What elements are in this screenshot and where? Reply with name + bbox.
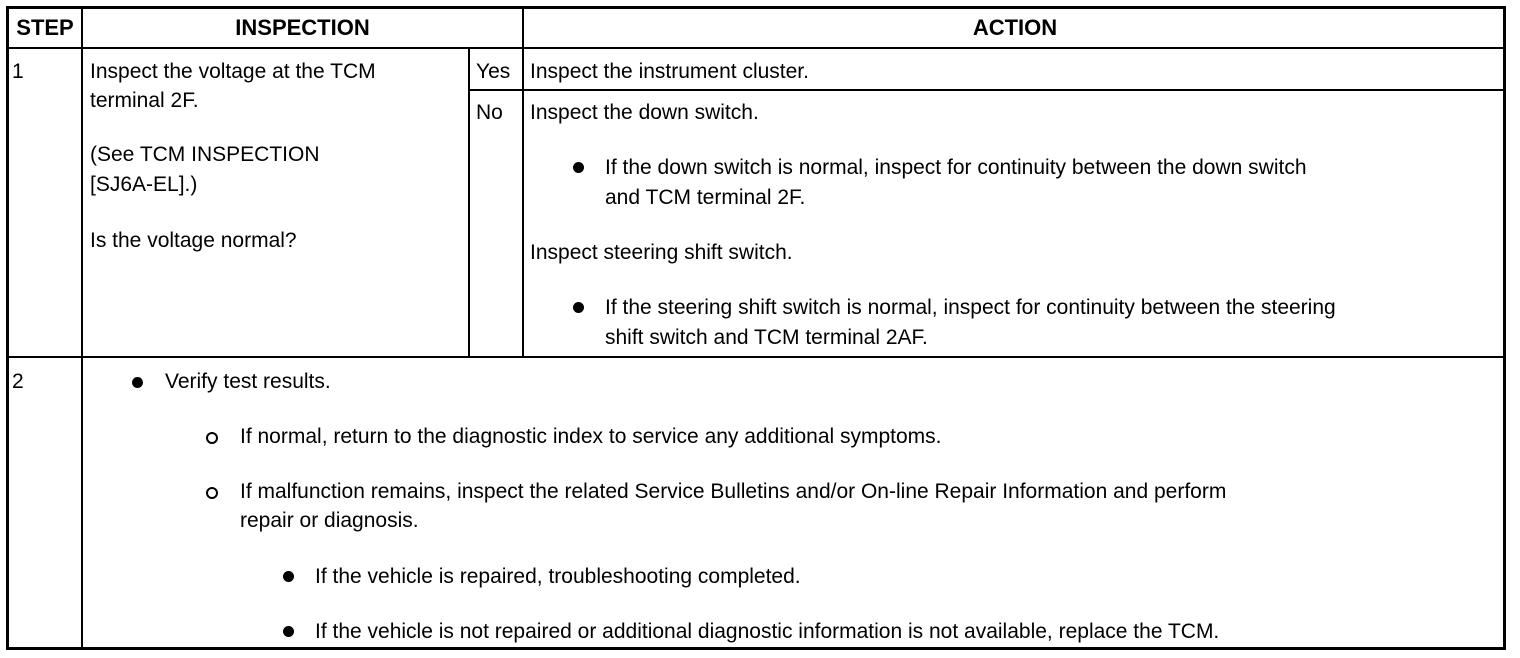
circle-bullet-icon (206, 432, 218, 444)
row2-step: 2 (12, 370, 24, 393)
header-divider (6, 47, 1506, 49)
no-label: No (476, 101, 503, 124)
row1-inspection-line: Inspect the voltage at the TCM (90, 60, 376, 83)
yes-no-divider (468, 89, 1506, 91)
inspection-column-divider (468, 47, 470, 357)
row1-step: 1 (12, 60, 24, 83)
header-step: STEP (16, 15, 74, 40)
action-column-divider (522, 6, 524, 357)
step-column-divider (81, 6, 83, 650)
bullet-icon (573, 302, 584, 313)
row2-sub-item: If normal, return to the diagnostic index to service any additional symptoms. (240, 425, 942, 448)
bullet-icon (132, 377, 143, 388)
row2-subsub-item: If the vehicle is not repaired or additional diagnostic information is not available, replace the TCM. (315, 620, 1220, 643)
row1-inspection-line: (See TCM INSPECTION (90, 143, 320, 166)
bullet-icon (283, 571, 294, 582)
no-bullet-line: and TCM terminal 2F. (605, 186, 806, 209)
bullet-icon (573, 162, 584, 173)
row1-inspection-line: terminal 2F. (90, 89, 199, 112)
row1-inspection-line: Is the voltage normal? (90, 229, 297, 252)
yes-action: Inspect the instrument cluster. (530, 60, 809, 83)
yes-label: Yes (476, 60, 511, 83)
bullet-icon (283, 626, 294, 637)
header-action: ACTION (972, 15, 1058, 40)
row1-divider (6, 356, 1506, 358)
row2-bullet: Verify test results. (165, 370, 331, 393)
no-action: Inspect steering shift switch. (530, 241, 793, 264)
circle-bullet-icon (206, 487, 218, 499)
header-inspection: INSPECTION (235, 15, 370, 40)
no-bullet-line: shift switch and TCM terminal 2AF. (605, 326, 928, 349)
row2-subsub-item: If the vehicle is repaired, troubleshooting completed. (315, 565, 801, 588)
row2-sub-item: repair or diagnosis. (240, 509, 419, 532)
no-action: Inspect the down switch. (530, 101, 759, 124)
no-bullet-line: If the steering shift switch is normal, inspect for continuity between the steering (605, 296, 1336, 319)
row1-inspection-line: [SJ6A-EL].) (90, 173, 198, 196)
row2-sub-item: If malfunction remains, inspect the related Service Bulletins and/or On-line Repair Information and perform (240, 480, 1227, 503)
no-bullet-line: If the down switch is normal, inspect for continuity between the down switch (605, 156, 1307, 179)
